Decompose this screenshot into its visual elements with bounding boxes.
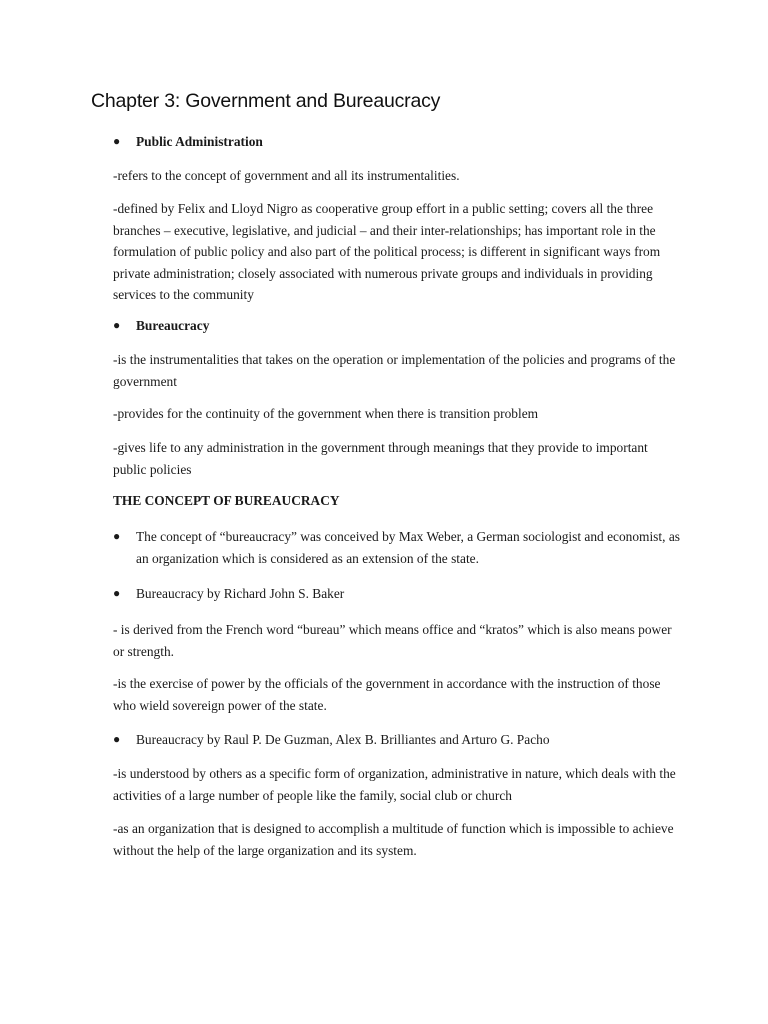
bullet-dot-icon: ● (113, 134, 121, 148)
bullet-baker (113, 583, 683, 605)
page-title: Chapter 3: Government and Bureaucracy (91, 90, 441, 112)
bullet-text: The concept of “bureaucracy” was conceived by Max Weber, a German sociologist and economist, as an organization which is considered as an extension of the state. (136, 529, 680, 566)
section-heading: THE CONCEPT OF BUREAUCRACY (113, 493, 340, 508)
paragraph: -provides for the continuity of the government when there is transition problem (113, 406, 539, 421)
paragraph: -refers to the concept of government and all its instrumentalities. (113, 168, 460, 183)
paragraph: -as an organization that is designed to accomplish a multitude of function which is impossible to achieve without the help of the large organization and its system. (113, 821, 674, 858)
paragraph: - is derived from the French word “bureau” which means office and “kratos” which is also means power or strength. (113, 622, 672, 659)
paragraph: -gives life to any administration in the government through meanings that they provide to important public policies (113, 440, 648, 477)
bullet-de-guzman (113, 729, 683, 751)
paragraph: -is the exercise of power by the officials of the government in accordance with the instruction of those who wield sovereign power of the state. (113, 676, 661, 713)
bullet-dot-icon: ● (113, 529, 121, 543)
bullet-label: Public Administration (136, 134, 263, 149)
bullet-label: Bureaucracy (136, 318, 210, 333)
paragraph: -is understood by others as a specific form of organization, administrative in nature, which deals with the activities of a large number of people like the family, social club or church (113, 766, 676, 803)
bullet-text: Bureaucracy by Richard John S. Baker (136, 586, 345, 601)
bullet-bureaucracy (113, 315, 683, 337)
bullet-dot-icon: ● (113, 586, 121, 600)
bullet-dot-icon: ● (113, 318, 121, 332)
bullet-public-administration (113, 131, 683, 153)
bullet-dot-icon: ● (113, 732, 121, 746)
bullet-weber (113, 526, 683, 569)
paragraph: -defined by Felix and Lloyd Nigro as cooperative group effort in a public setting; covers all the three branches – executive, legislative, and judicial – and their inter-relationships; has important role in the formulation of public policy and also part of the political process; is different in significant ways from private administration; closely associated with numerous private groups and individuals in providing services to the community (113, 201, 661, 302)
paragraph: -is the instrumentalities that takes on the operation or implementation of the policies and programs of the government (113, 352, 676, 389)
bullet-text: Bureaucracy by Raul P. De Guzman, Alex B. Brilliantes and Arturo G. Pacho (136, 732, 550, 747)
